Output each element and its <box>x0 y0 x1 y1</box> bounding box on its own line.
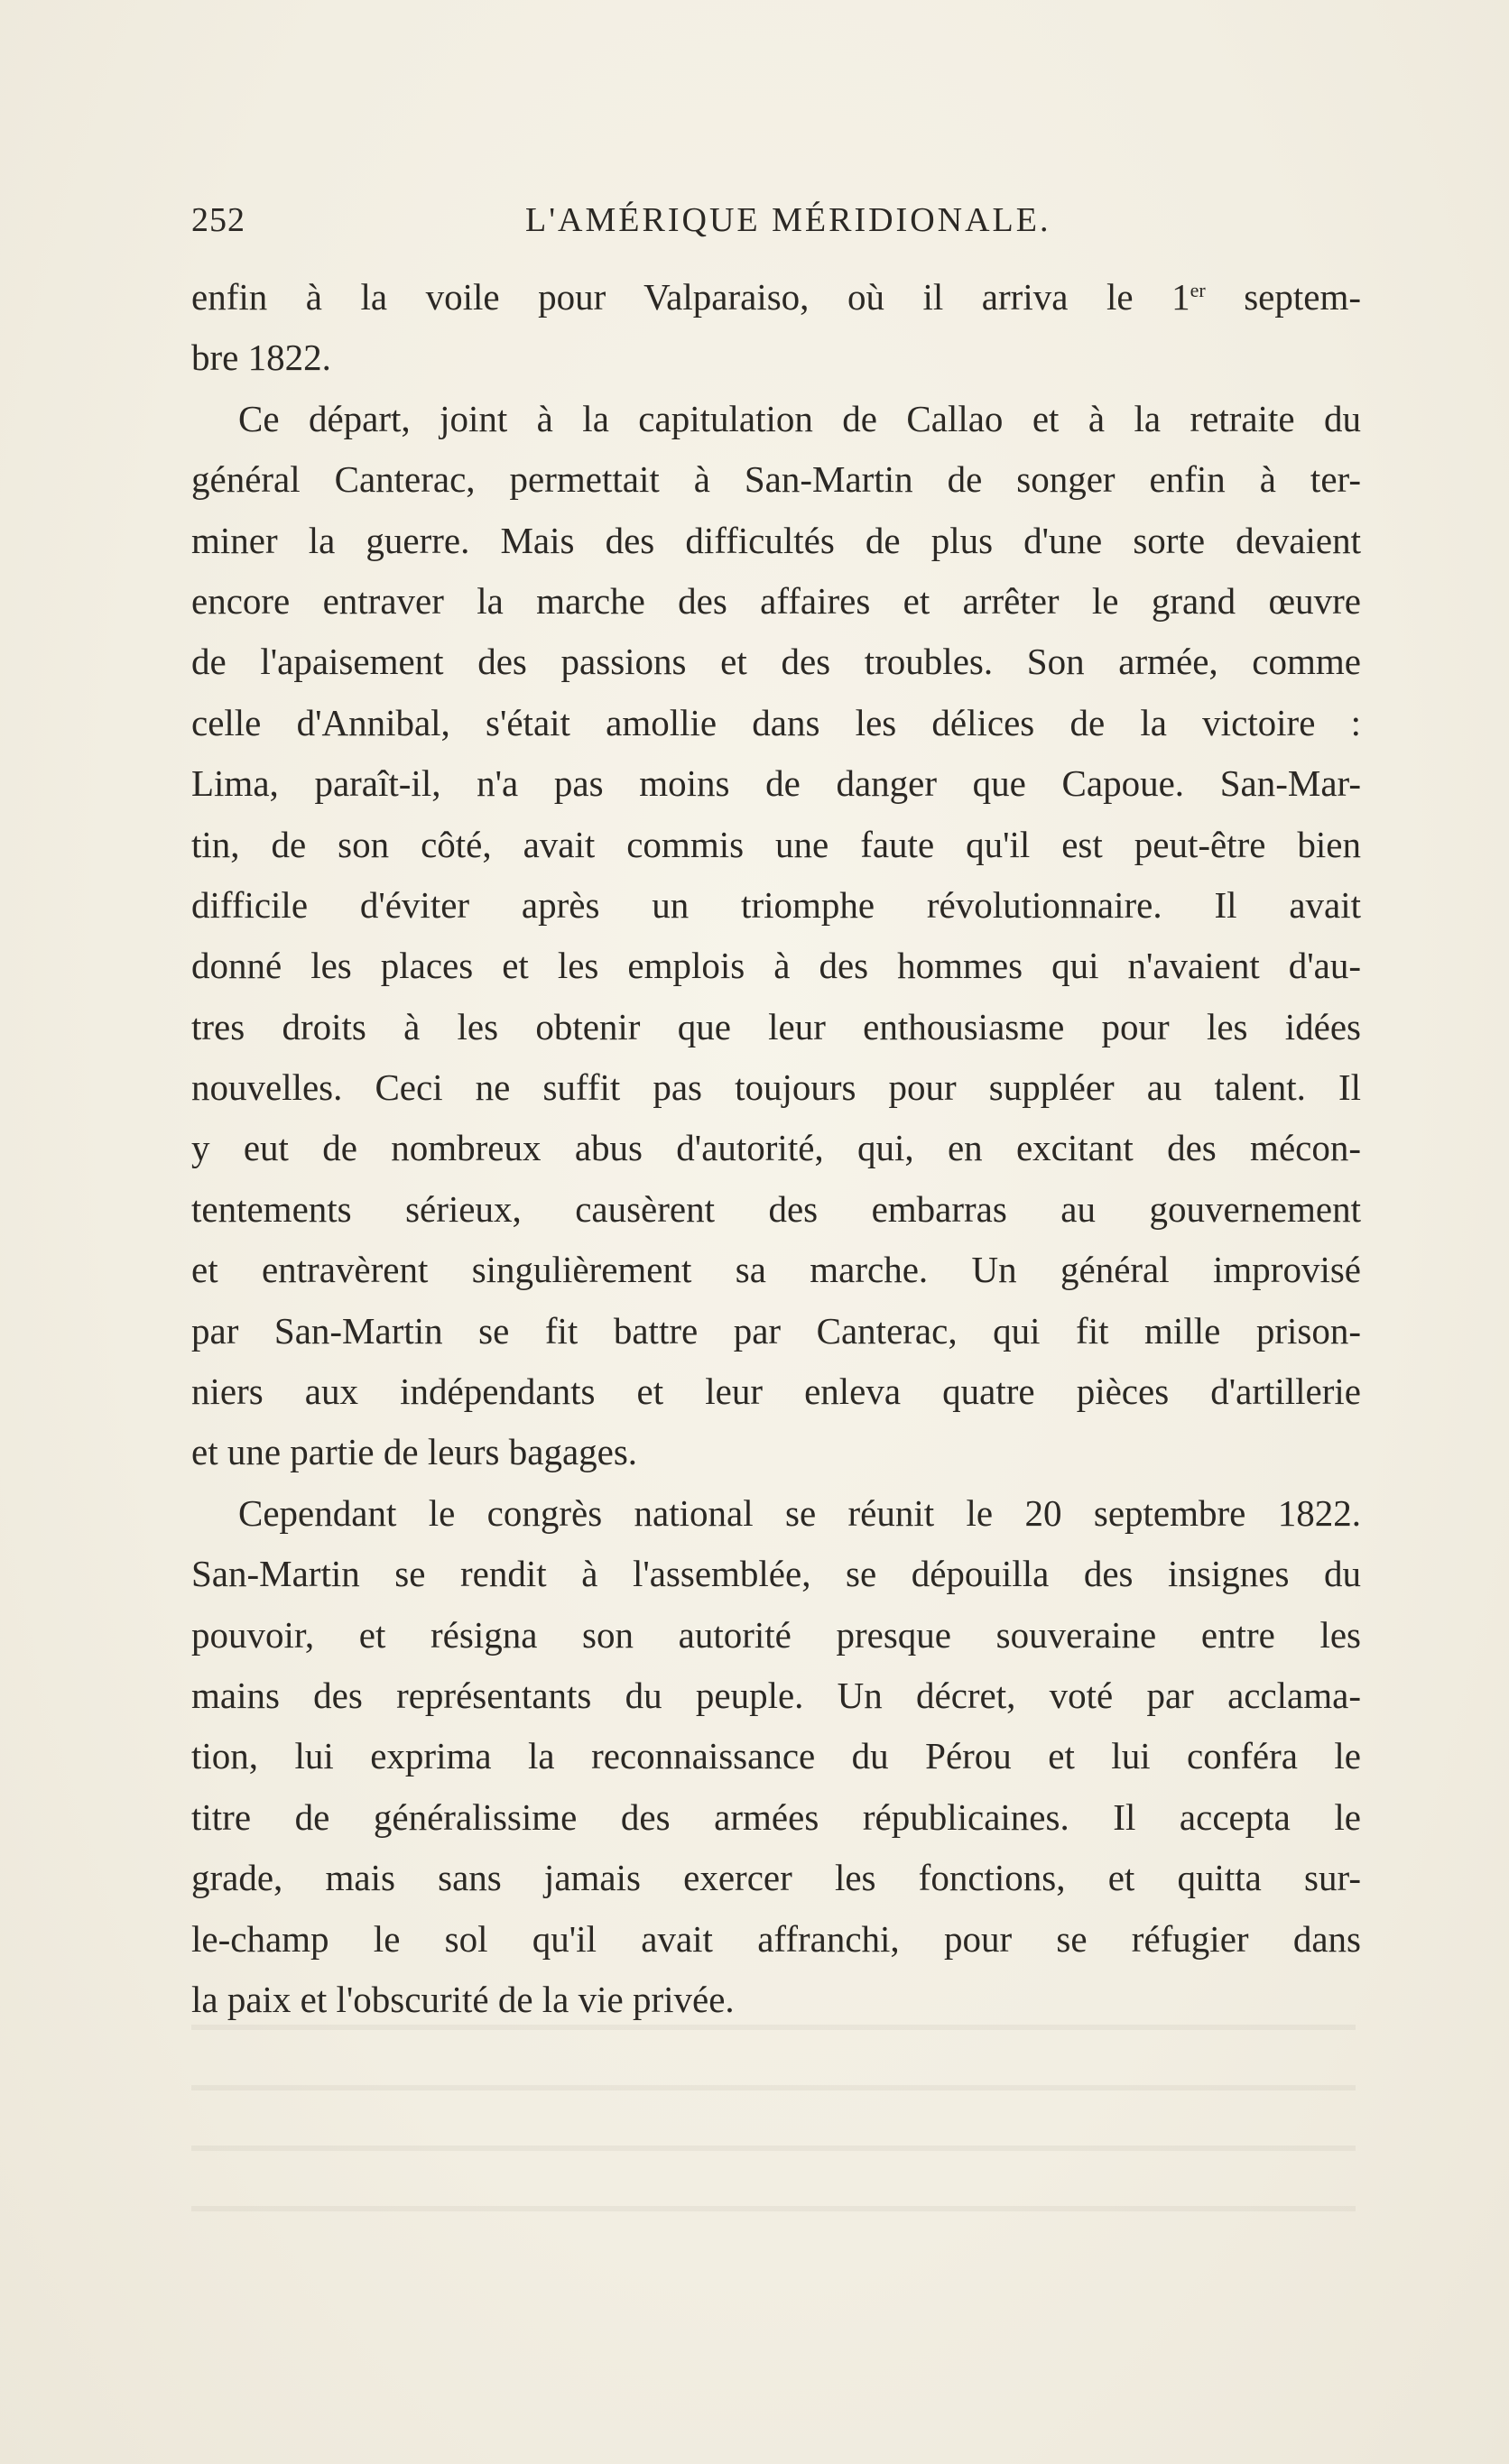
text-line <box>191 997 1361 1057</box>
text-line <box>191 1240 1361 1300</box>
text-line-content: le-champ le sol qu'il avait affranchi, pour se réfugier dans <box>191 1917 1361 1960</box>
text-line <box>191 1179 1361 1240</box>
text-line <box>191 1544 1361 1604</box>
body-text <box>191 267 1361 2030</box>
text-line <box>191 1422 1361 1482</box>
text-line <box>191 1605 1361 1666</box>
text-line <box>191 1848 1361 1908</box>
text-line <box>191 571 1361 632</box>
text-line-continuation: septem- <box>1205 276 1361 318</box>
text-line <box>191 1483 1361 1544</box>
text-line <box>191 1057 1361 1118</box>
text-line <box>191 449 1361 510</box>
superscript: er <box>1190 279 1206 301</box>
text-line <box>191 936 1361 996</box>
text-line-content: Ce départ, joint à la capitulation de Callao et à la retraite du <box>238 397 1361 439</box>
text-line-content: difficile d'éviter après un triomphe révolutionnaire. Il avait <box>191 883 1361 926</box>
text-line-content: mains des représentants du peuple. Un décret, voté par acclama- <box>191 1674 1361 1716</box>
text-line-content: pouvoir, et résigna son autorité presque souveraine entre les <box>191 1613 1361 1656</box>
text-line-content: encore entraver la marche des affaires et arrêter le grand œuvre <box>191 579 1361 622</box>
text-line <box>191 328 1361 388</box>
text-line-content: titre de généralissime des armées républicaines. Il accepta le <box>191 1795 1361 1838</box>
text-line-content: général Canterac, permettait à San-Martin de songer enfin à ter- <box>191 458 1361 501</box>
text-line <box>191 1301 1361 1361</box>
text-line-content: niers aux indépendants et leur enleva quatre pièces d'artillerie <box>191 1370 1361 1413</box>
page-number: 252 <box>191 201 245 239</box>
text-line-content: y eut de nombreux abus d'autorité, qui, en excitant des mécon- <box>191 1127 1361 1169</box>
text-line <box>191 389 1361 449</box>
text-line <box>191 815 1361 875</box>
text-line <box>191 1787 1361 1848</box>
text-line <box>191 875 1361 936</box>
text-line <box>191 693 1361 753</box>
running-title: L'AMÉRIQUE MÉRIDIONALE. <box>525 201 1051 239</box>
show-through-texture <box>191 1985 1356 2238</box>
text-line-content: enfin à la voile pour Valparaiso, où il arriva le 1 <box>191 276 1190 318</box>
text-line-content: San-Martin se rendit à l'assemblée, se dépouilla des insignes du <box>191 1553 1361 1595</box>
text-line <box>191 753 1361 814</box>
text-line-content: par San-Martin se fit battre par Canterac, qui fit mille prison- <box>191 1309 1361 1352</box>
text-line-content: tentements sérieux, causèrent des embarras au gouvernement <box>191 1187 1361 1230</box>
text-line <box>191 632 1361 692</box>
text-line-content: tres droits à les obtenir que leur enthousiasme pour les idées <box>191 1005 1361 1047</box>
text-line-content: donné les places et les emplois à des hommes qui n'avaient d'au- <box>191 945 1361 987</box>
text-line-content: de l'apaisement des passions et des troubles. Son armée, comme <box>191 641 1361 683</box>
text-line <box>191 1118 1361 1178</box>
text-line <box>191 1361 1361 1422</box>
text-line-content: grade, mais sans jamais exercer les fonctions, et quitta sur- <box>191 1857 1361 1899</box>
text-line-content: miner la guerre. Mais des difficultés de plus d'une sorte devaient <box>191 519 1361 561</box>
text-line-content: Lima, paraît-il, n'a pas moins de danger que Capoue. San-Mar- <box>191 762 1361 805</box>
text-line <box>191 1909 1361 1970</box>
text-line-content: tin, de son côté, avait commis une faute qu'il est peut-être bien <box>191 823 1361 865</box>
text-line-content: et une partie de leurs bagages. <box>191 1431 638 1473</box>
text-line <box>191 267 1361 328</box>
text-line-content: tion, lui exprima la reconnaissance du Pérou et lui conféra le <box>191 1735 1361 1777</box>
page-header <box>191 200 1365 245</box>
text-line-content: et entravèrent singulièrement sa marche. Un général improvisé <box>191 1249 1361 1291</box>
text-line-content: Cependant le congrès national se réunit le 20 septembre 1822. <box>238 1491 1361 1534</box>
text-line-content: celle d'Annibal, s'était amollie dans les délices de la victoire : <box>191 701 1361 743</box>
text-line <box>191 1666 1361 1726</box>
text-line-content: nouvelles. Ceci ne suffit pas toujours pour suppléer au talent. Il <box>191 1066 1361 1109</box>
text-line <box>191 511 1361 571</box>
text-line-content: bre 1822. <box>191 337 331 379</box>
text-line <box>191 1726 1361 1786</box>
text-line-content: la paix et l'obscurité de la vie privée. <box>191 1978 735 2020</box>
